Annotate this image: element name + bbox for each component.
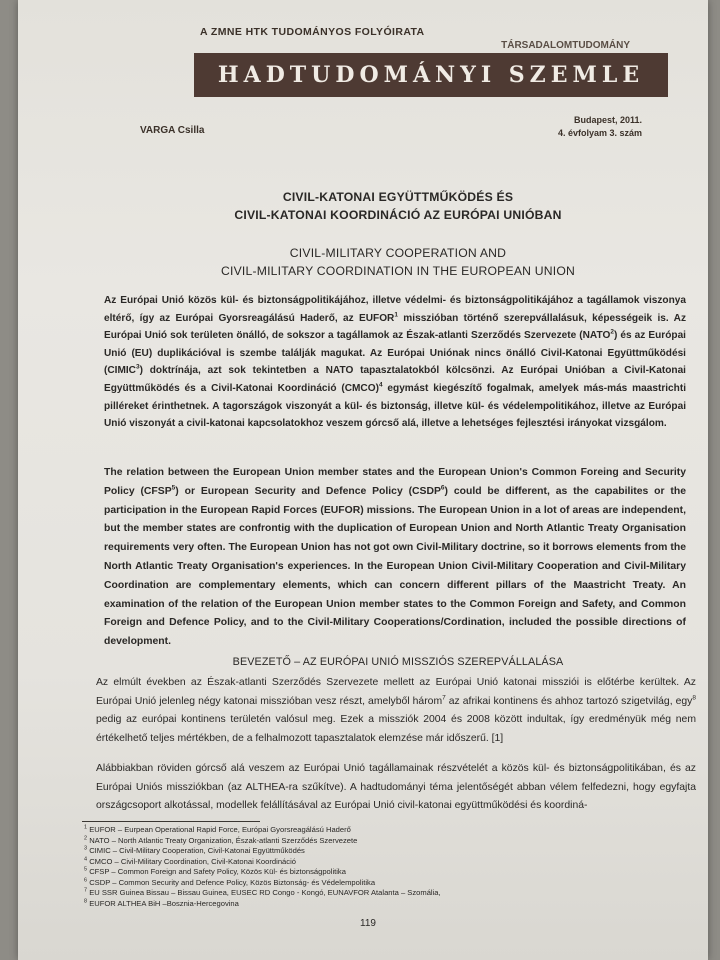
footnote-number: 7 [84,887,88,894]
section-heading: BEVEZETŐ – AZ EURÓPAI UNIÓ MISSZIÓS SZEREPVÁLLALÁSA [232,656,564,668]
abstract-text: ) és az Európai Unió (EU) duplikációval is szembe találják magukat. Az Európai Uniónak nincs önálló Civil-Katonai Együttműködési (CIMIC [104,330,686,377]
abstract-text: Az Európai Unió közös kül- és biztonságpolitikájához, illetve védelmi- és biztonságpolitikájához a tagállamok viszonya eltérő, így az Európai Gyorsreagálású Haderő, az EUFOR [104,295,686,324]
title-en-line: CIVIL-MILITARY COORDINATION IN THE EUROPEAN UNION [220,264,576,278]
journal-section: TÁRSADALOMTUDOMÁNY [501,40,630,51]
page [18,0,708,960]
footnote-number: 2 [84,834,88,841]
footnote-number: 6 [84,876,88,883]
footnotes [84,825,604,909]
footnote-marker[interactable]: 1 [394,311,398,319]
title-english [138,244,658,280]
page-number: 119 [360,918,376,929]
footnote-marker[interactable]: 4 [378,381,383,389]
footnote [84,899,604,910]
footnote [84,825,604,836]
author: VARGA Csilla [140,125,205,136]
abstract-english [104,464,686,652]
footnote-marker[interactable]: 8 [692,694,696,702]
footnote-text: CFSP – Common Foreign and Safety Policy, Közös Kül- és biztonságpolitika [89,867,346,876]
abstract-hungarian [104,292,686,433]
place-year: Budapest, 2011. [573,115,642,125]
body-paragraph: Alábbiakban röviden górcső alá veszem az Európai Unió tagállamainak részvételét a közös kül- és biztonságpolitikában, és az Európai Uniós missziókban (az ALTHEA-ra szűkítve). A hadtudományi téma jelentőségét abban vélem felfedezni, hogy egyfajta országcsoport alkotással, modellek felállításával az Európai Unió civil-katonai együttműködési és koordiná- [96,763,696,812]
footnote-number: 5 [84,866,88,873]
footnote [84,846,604,857]
footnote-number: 8 [84,897,88,904]
title-hu-line: CIVIL-KATONAI KOORDINÁCIÓ AZ EURÓPAI UNIÓBAN [234,208,562,222]
footnote-marker[interactable]: 2 [610,328,614,336]
abstract-text: ) or European Security and Defence Policy (CSDP [175,485,441,497]
footnote [84,836,604,847]
journal-subtitle: A ZMNE HTK TUDOMÁNYOS FOLYÓIRATA [200,26,425,38]
body-text: pedig az európai kontinens területén valósul meg. Ezek a missziók 2004 és 2008 között indultak, így eredményük még nem értékelhető teljes mértékben, de a felhalmozott tapasztalatok elemzése már időszerű. [1] [96,714,696,744]
publication-info [558,114,642,140]
body-text: az afrikai kontinens és ahhoz tartozó szigetvilág, egy [445,695,693,707]
footnote-divider [82,821,260,822]
abstract-text: ) could be different, as the capabilites or the participation in the European Rapid Forces (EUFOR) missions. The European Union in a lot of areas are independent, but the member states are confrontig with the duplication of European Union and North Atlantic Treaty Organisation requirements very often. The European Union has not got own Civil-Military doctrine, so it borrows elements from the North Atlantic Treaty Organisation's experiences. In the European Union Civil-Military Cooperation and Civil-Military Coordination are complementary elements, which can concern different pillars of the Maastricht Treaty. An examination of the relation of the European Union member states to the Common Foreign and Safety, and Common Foreign and Defence Policy, and to the Civil-Military Cooperations/Cordination, included the possible directions of development. [104,485,687,648]
footnote [84,888,604,899]
journal-title: HADTUDOMÁNYI SZEMLE [217,62,645,88]
footnote-text: CIMIC – Civil-Military Cooperation, Civil-Katonai Együttműködés [89,846,305,855]
footnote-number: 4 [84,855,88,862]
footnote [84,857,604,868]
abstract-text: egymást kiegészítő fogalmak, amelyek más-más maastrichti pilléreket érinthetnek. A tagországok viszonyát a kül- és biztonság, illetve kül- és védelempolitikához, illetve az Európai Unió viszonyát a civil-katonai kapcsolatokhoz veszem górcső alá, illetve a lehetséges fejlesztési irányokat vizsgálom. [104,382,686,430]
footnote-marker[interactable]: 6 [440,484,445,492]
abstract-text: ) doktrínája, azt sok tekintetben a NATO tapasztalatokból kölcsönzi. Az Európai Unióban a Civil-Katonai Együttműködés és a Civil-Katonai Koordináció (CMCO) [104,365,686,394]
footnote [84,867,604,878]
journal-banner [194,53,668,97]
abstract-text: misszióban történő szerepvállalásuk, képességeik is. Az Európai Unió sok területen önálló, de sokszor a tagállamok az Észak-atlanti Szerződés Szervezete (NATO [104,312,686,342]
title-en-line: CIVIL-MILITARY COOPERATION AND [289,246,507,260]
footnote-marker[interactable]: 3 [135,364,140,372]
footnote-text: EUFOR ALTHEA BiH –Bosznia-Hercegovina [89,898,239,908]
footnote-marker[interactable]: 5 [171,484,176,492]
title-hungarian [138,188,658,224]
title-hu-line: CIVIL-KATONAI EGYÜTTMŰKÖDÉS ÉS [282,190,514,204]
footnote-text: EUFOR – Eurpean Operational Rapid Force, Európai Gyorsreagálású Haderő [89,825,351,834]
footnote-number: 3 [84,845,88,852]
footnote-text: CSDP – Common Security and Defence Policy, Közös Biztonság- és Védelempolitika [89,877,376,887]
volume-issue: 4. évfolyam 3. szám [557,128,642,138]
abstract-text: The relation between the European Union member states and the European Union's Common Foreing and Security Policy (CFSP [104,467,686,497]
footnote-text: CMCO – Civil-Military Coordination, Civil-Katonai Koordináció [89,856,296,866]
footnote-number: 1 [84,824,88,831]
footnote [84,878,604,889]
footnote-text: EU SSR Guinea Bissau – Bissau Guinea, EUSEC RD Congo - Kongó, EUNAVFOR Atalanta – Szomália, [89,888,441,897]
footnote-marker[interactable]: 7 [442,694,446,702]
body-paragraph [96,674,696,748]
body-text: Az elmúlt években az Észak-atlanti Szerződés Szervezete mellett az Európai Unió katonai missziói is előtérbe kerültek. Az Európai Unió jelenleg négy katonai misszióban vesz részt, amelyből három [96,677,696,707]
footnote-text: NATO – North Atlantic Treaty Organization, Észak-atlanti Szerződés Szervezete [89,835,358,845]
